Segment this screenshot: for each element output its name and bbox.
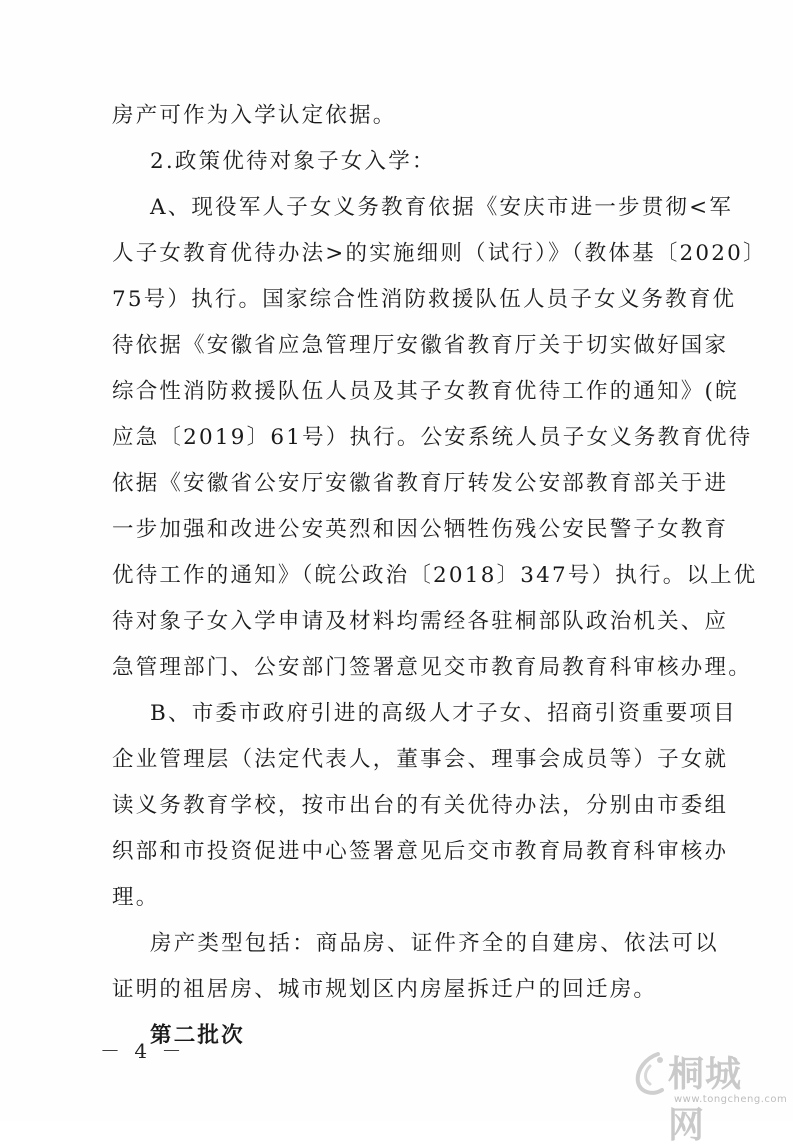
watermark [628,1044,788,1146]
text-line: 读义务教育学校，按市出台的有关优待办法，分别由市委组 [112,793,729,818]
text-line: 待对象子女入学申请及材料均需经各驻桐部队政治机关、应 [112,609,729,634]
text-line: 证明的祖居房、城市规划区内房屋拆迁户的回迁房。 [112,977,658,1002]
text-line: 人子女教育优待办法>的实施细则（试行）》（教体基〔2020〕 [112,241,767,266]
text-line: 织部和市投资促进中心签署意见后交市教育局教育科审核办 [112,839,729,864]
text-line: A、现役军人子女义务教育依据《安庆市进一步贯彻<军 [150,195,734,220]
text-line: 应急〔2019〕61号）执行。公安系统人员子女义务教育优待 [112,425,753,450]
watermark-logo-icon [628,1050,668,1100]
text-line: 综合性消防救援队伍人员及其子女教育优待工作的通知》(皖 [112,379,739,404]
text-line: 企业管理层（法定代表人，董事会、理事会成员等）子女就 [112,747,729,772]
text-line: 一步加强和改进公安英烈和因公牺牲伤残公安民警子女教育 [112,517,729,542]
text-line: 75号）执行。国家综合性消防救援队伍人员子女义务教育优 [112,287,737,312]
text-line: 房产类型包括：商品房、证件齐全的自建房、依法可以 [150,931,719,956]
text-line: 2.政策优待对象子女入学： [150,149,436,174]
page-number: － 4 － [100,1039,186,1063]
text-line: 优待工作的通知》（皖公政治〔2018〕347号）执行。以上优 [112,563,758,588]
watermark-text: 桐城网 [668,1054,743,1146]
text-line: 待依据《安徽省应急管理厅安徽省教育厅关于切实做好国家 [112,333,729,358]
watermark-url: www.tongcheng.com [674,1094,788,1105]
text-line: 急管理部门、公安部门签署意见交市教育局教育科审核办理。 [112,655,752,680]
text-line: 理。 [112,885,160,910]
text-line: 依据《安徽省公安厅安徽省教育厅转发公安部教育部关于进 [112,471,729,496]
text-line: B、市委市政府引进的高级人才子女、招商引资重要项目 [150,701,737,726]
section-heading: 第二批次 [150,1023,245,1048]
text-line: 房产可作为入学认定依据。 [112,103,397,128]
